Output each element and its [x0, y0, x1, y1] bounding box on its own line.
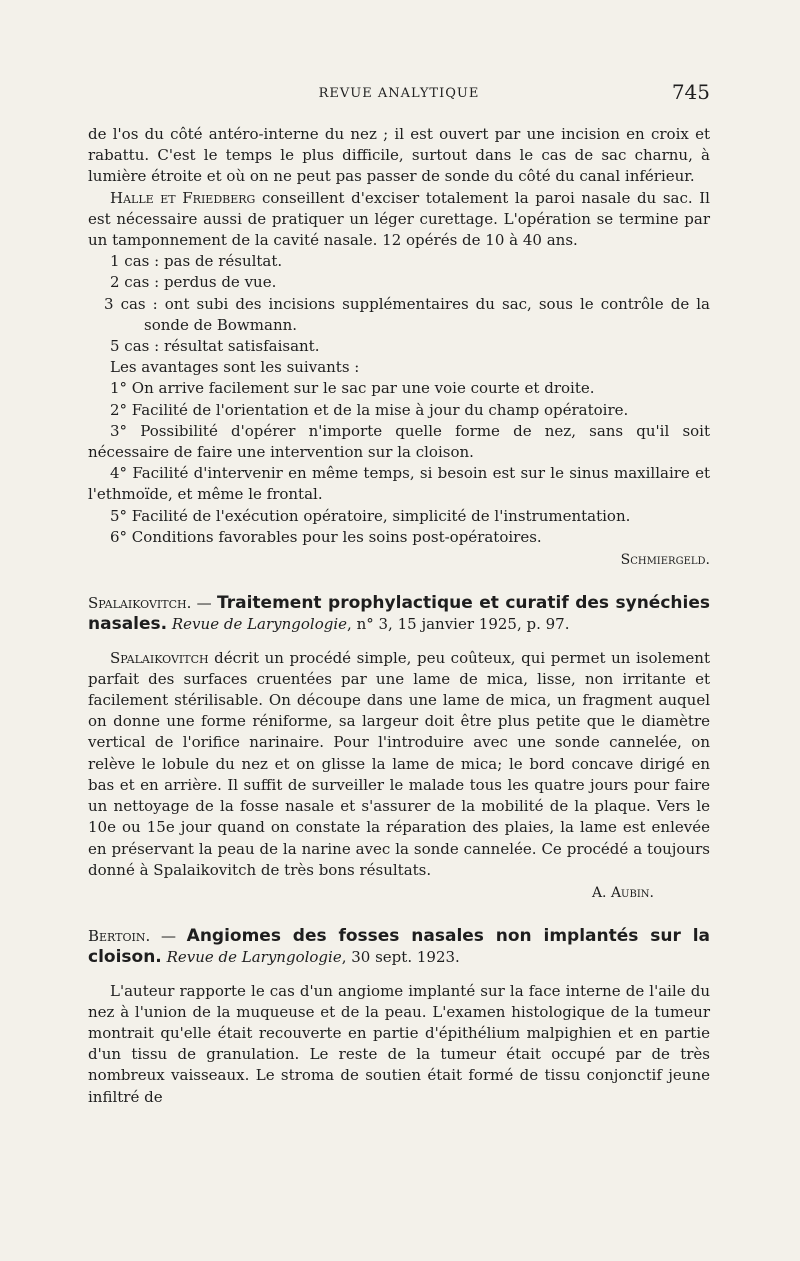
- article-title: Traitement prophylactique et curatif des synéchies nasales.: [88, 593, 710, 635]
- result-item: 3 cas : ont subi des incisions supplémentaires du sac, sous le contrôle de la sonde de Bowmann.: [104, 294, 710, 334]
- journal-name: Revue de Laryngologie: [166, 948, 342, 967]
- citation: , 30 sept. 1923.: [341, 948, 460, 967]
- advantage-item: 6° Conditions favorables pour les soins post-opératoires.: [110, 527, 542, 546]
- advantage-item: 1° On arrive facilement sur le sac par une voie courte et droite.: [110, 379, 595, 398]
- result-item: 2 cas : perdus de vue.: [110, 273, 277, 292]
- result-item: 1 cas : pas de résultat.: [110, 252, 283, 271]
- advantage-item: 3° Possibilité d'opérer n'importe quelle forme de nez, sans qu'il soit nécessaire de faire une intervention sur la cloison.: [88, 421, 710, 462]
- advantages-intro: Les avantages sont les suivants :: [110, 358, 360, 377]
- article-title: Angiomes des fosses nasales non implantés sur la cloison.: [88, 926, 710, 968]
- heading-line: [88, 926, 710, 968]
- advantages-list: [88, 378, 710, 548]
- signature-aubin: A. Aubin.: [591, 884, 654, 901]
- body-text: décrit un procédé simple, peu coûteux, qui permet un isolement parfait des surfaces cruentées par une lame de mica, lisse, non irritante et facilement stérilisable. On découpe dans une lame de mica, un fragment auquel on donne une forme réniforme, sa largeur doit être plus petite que le diamètre vertical de l'orifice narinaire. Pour l'introduire avec une sonde cannelée, on relève le lobule du nez et on glisse la lame de mica; le bord concave dirigé en bas et en arrière. Il suffit de surveiller le malade tous les quatre jours pour faire un nettoyage de la fosse nasale et s'assurer de la mobilité de la plaque. Vers le 10e ou 15e jour quand on constate la réparation des plaies, la lame est enlevée en préservant la peau de la narine avec la sonde cannelée. Ce procédé a toujours donné à Spalaikovitch de très bons résultats.: [88, 648, 710, 879]
- body-author: Spalaikovitch: [110, 648, 209, 667]
- spacer: [88, 636, 710, 648]
- article-author: Bertoin.: [88, 927, 151, 946]
- article-body-spalaikovitch: [88, 648, 710, 881]
- paragraph-halle-friedberg: [88, 188, 710, 252]
- advantage-item: 2° Facilité de l'orientation et de la mise à jour du champ opératoire.: [110, 400, 629, 419]
- article-author: Spalaikovitch.: [88, 594, 192, 613]
- spacer: [88, 969, 710, 981]
- citation: , n° 3, 15 janvier 1925, p. 97.: [347, 615, 570, 634]
- heading-line: [88, 593, 710, 635]
- article-body-bertoin: L'auteur rapporte le cas d'un angiome implanté sur la face interne de l'aile du nez à l'union de la muqueuse et de la peau. L'examen histologique de la tumeur montrait qu'elle était recouverte en partie d'épithélium malpighien et en partie d'un tissu de granulation. Le reste de la tumeur était occupé par de très nombreux vaisseaux. Le stroma de soutien était formé de tissu conjonctif jeune infiltré de: [88, 981, 710, 1106]
- results-list: [88, 251, 710, 357]
- page-content: [88, 124, 710, 1108]
- dash: —: [150, 927, 187, 946]
- author-names: Halle et Friedberg: [110, 188, 256, 207]
- paragraph-text: conseillent d'exciser totalement la paroi nasale du sac. Il est nécessaire aussi de pratiquer un léger curettage. L'opération se termine par un tamponnement de la cavité nasale. 12 opérés de 10 à 40 ans.: [88, 188, 710, 250]
- advantage-item: 4° Facilité d'intervenir en même temps, si besoin est sur le sinus maxillaire et l'ethmoïde, et même le frontal.: [88, 464, 710, 504]
- page-number: 745: [671, 80, 710, 104]
- signature-schmiergeld: Schmiergeld.: [620, 552, 710, 569]
- page-header: [88, 80, 710, 106]
- article-heading-spalaikovitch: [88, 593, 710, 635]
- article-heading-bertoin: [88, 926, 710, 968]
- running-title: REVUE ANALYTIQUE: [318, 86, 480, 101]
- journal-name: Revue de Laryngologie: [171, 615, 348, 634]
- paragraph-incision: de l'os du côté antéro-interne du nez ; il est ouvert par une incision en croix et rabattu. C'est le temps le plus difficile, surtout dans le cas de sac charnu, à lumière étroite et où on ne peut pas passer de sonde du côté du canal inférieur.: [88, 125, 710, 186]
- advantage-item: 5° Facilité de l'exécution opératoire, simplicité de l'instrumentation.: [110, 506, 631, 525]
- result-item: 5 cas : résultat satisfaisant.: [110, 337, 320, 356]
- dash: —: [191, 594, 218, 613]
